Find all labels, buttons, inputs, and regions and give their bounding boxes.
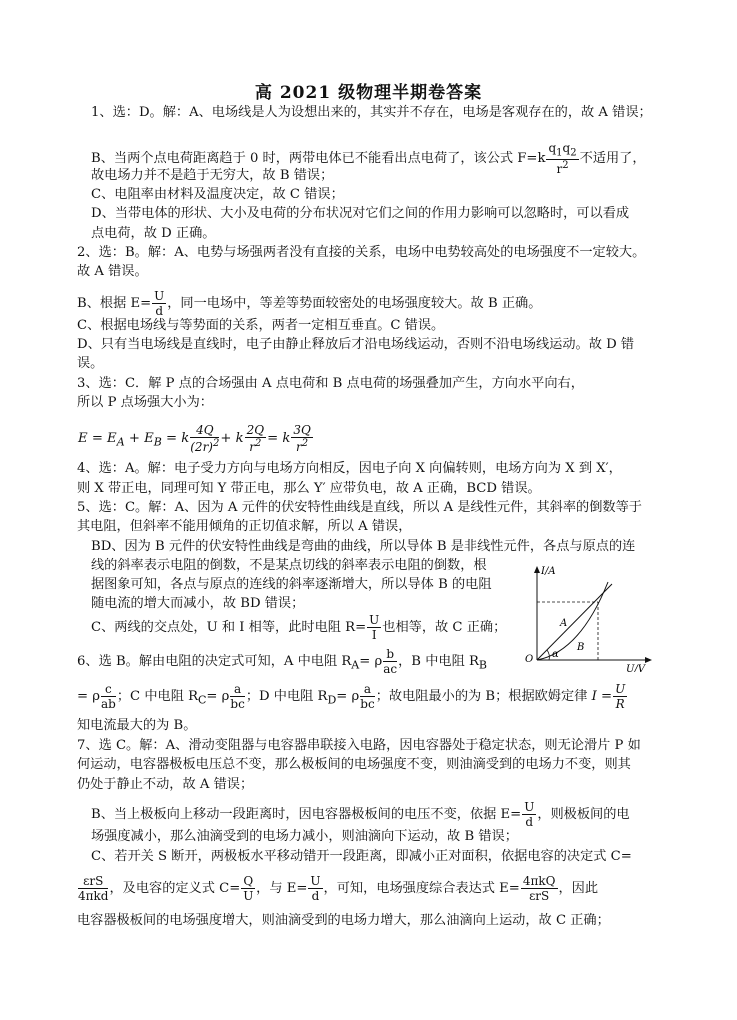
q1-line-c: C、电阻率由材料及温度决定，故 C 错误； xyxy=(91,187,344,202)
q4-line-a: 4、选：A。解：电子受力方向与电场方向相反，因电子向 X 向偏转则，电场方向为 X 到 X′， xyxy=(77,461,622,476)
q5-line-b4: 随电流的增大而减小，故 BD 错误； xyxy=(91,596,305,611)
q7-line-a2: 何运动，电容器极板电压总不变，那么极板间的电场强度不变，则油滴受到的电场力不变，则其 xyxy=(77,757,631,772)
field-fraction: $\frac{U}{d}$ xyxy=(154,289,165,318)
q7-line-c3: 电容器极板间的电场强度增大，则油滴受到的电场力增大，那么油滴向上运动，故 C 正确； xyxy=(77,913,610,928)
curve-b-label: B xyxy=(577,642,585,653)
q2-line-b: B、根据 E= $\frac{U}{d}$ ，同一电场中，等差等势面较密处的电场强度较大。故 B 正确。 xyxy=(77,289,542,318)
q2-line-c: C、根据电场线与等势面的关系，两者一定相互垂直。C 错误。 xyxy=(77,318,445,333)
q7-line-c: C、若开关 S 断开，两极板水平移动错开一段距离，即减小正对面积，依据电容的决定式 C= xyxy=(91,849,632,864)
q6-line-b: = ρ $\frac{c}{ab}$ ；C 中电阻 $R_C= \rho$ $\frac{a}{bc}$ ；D 中电阻 $R_D= \rho$ $\frac{a}{bc}$ ；故电阻最小的为 B；根据欧姆定律 I = $\frac{U}{R}$ xyxy=(77,682,626,711)
curve-b xyxy=(537,582,608,660)
q1-line-d: D、当带电体的形状、大小及电荷的分布状况对它们之间的作用力影响可以忽略时，可以看成 xyxy=(91,206,630,221)
q1-line-a: 1、选：D。解：A、电场线是人为设想出来的，其实并不存在，电场是客观存在的，故 A 错误； xyxy=(91,105,652,120)
x-axis-label: U/V xyxy=(626,664,646,672)
q2-line-d2: 误。 xyxy=(77,356,104,371)
q1-line-b2: 故电场力并不是趋于无穷大，故 B 错误； xyxy=(91,168,334,183)
q7-line-b: B、当上极板向上移动一段距离时，因电容器极板间的电压不变，依据 E= $\frac{U}{d}$ ，则极板间的电 xyxy=(91,800,630,829)
x-axis-arrow xyxy=(645,657,652,663)
line-a-label: A xyxy=(560,618,568,629)
coulomb-fraction: $\frac{q_1q_2}{r^2}$ xyxy=(548,141,577,177)
q5-line-b2: 线的斜率表示电阻的倒数，不是某点切线的斜率表示电阻的倒数，根 xyxy=(91,558,487,573)
q1-line-b: B、当两个点电荷距离趋于 0 时，两带电体已不能看出点电荷了，该公式 F=k $\frac{q_1q_2}{r^2}$ 不适用了， xyxy=(91,141,646,177)
iu-characteristic-graph xyxy=(520,562,655,672)
q1-line-d2: 点电荷，故 D 正确。 xyxy=(91,226,216,241)
y-axis-arrow xyxy=(534,566,540,573)
q3-line-a: 3、选：C．解 P 点的合场强由 A 点电荷和 B 点电荷的场强叠加产生，方向水平向右， xyxy=(77,376,584,391)
q7-line-a: 7、选 C。解：A、滑动变阻器与电容器串联接入电路，因电容器处于稳定状态，则无论滑片 P 如 xyxy=(77,738,641,753)
q2-line-d: D、只有当电场线是直线时，电子由静止释放后才沿电场线运动，否则不沿电场线运动。故 D 错 xyxy=(77,337,635,352)
q5-line-a2: 其电阻，但斜率不能用倾角的正切值求解，所以 A 错误， xyxy=(77,519,412,534)
q2-line-a2: 故 A 错误。 xyxy=(77,264,148,279)
q5-line-b3: 据图象可知，各点与原点的连线的斜率逐渐增大，所以导体 B 的电阻 xyxy=(91,577,492,592)
alpha-label: α xyxy=(552,649,559,660)
q6-line-a: 6、选 B。解由电阻的决定式可知，A 中电阻 $R_A= \rho$ $\frac{b}{ac}$ ，B 中电阻 $R_B$ xyxy=(77,647,487,676)
q3-line-a2: 所以 P 点场强大小为： xyxy=(77,395,213,410)
q2-line-a: 2、选：B。解：A、电势与场强两者没有直接的关系，电场中电势较高处的电场强度不一定较大。 xyxy=(77,245,646,260)
q6-line-c: 知电流最大的为 B。 xyxy=(77,718,197,733)
origin-label: O xyxy=(525,654,534,665)
q5-line-b: BD、因为 B 元件的伏安特性曲线是弯曲的曲线，所以导体 B 是非线性元件，各点与原点的连 xyxy=(91,539,636,554)
q5-line-c: C、两线的交点处，U 和 I 相等，此时电阻 R= $\frac{U}{I}$ 也相等，故 C 正确； xyxy=(91,613,507,642)
line-a xyxy=(537,584,612,660)
q7-line-c2: $\frac{\text{εrS}}{\text{4πkd}}$ ，及电容的定义式 C= $\frac{Q}{U}$ ，与 E= $\frac{U}{d}$ ，可知，电场强度综合表达式 E= $\frac{\text{4πkQ}}{\text{εrS}}$ ，因此 xyxy=(78,874,599,903)
q5-line-a: 5、选：C。解：A、因为 A 元件的伏安特性曲线是直线，所以 A 是线性元件，其斜率的倒数等于 xyxy=(77,500,642,515)
q4-line-a2: 则 X 带正电，同理可知 Y 带正电，那么 Y′ 应带负电，故 A 正确，BCD 错误。 xyxy=(77,481,541,496)
q7-line-a3: 仍处于静止不动，故 A 错误； xyxy=(77,777,254,792)
alpha-arc xyxy=(547,650,549,660)
q7-line-b2: 场强度减小，那么油滴受到的电场力减小，则油滴向下运动，故 B 错误； xyxy=(91,829,518,844)
y-axis-label: I/A xyxy=(541,566,556,577)
page-title: 高 2021 级物理半期卷答案 xyxy=(254,83,483,103)
q3-equation: $E = E_A + E_B = k$ $\frac{4Q}{(2r)^2}$ + k $\frac{2Q}{r^2}$ = k $\frac{3Q}{r^2}$ xyxy=(78,423,311,454)
